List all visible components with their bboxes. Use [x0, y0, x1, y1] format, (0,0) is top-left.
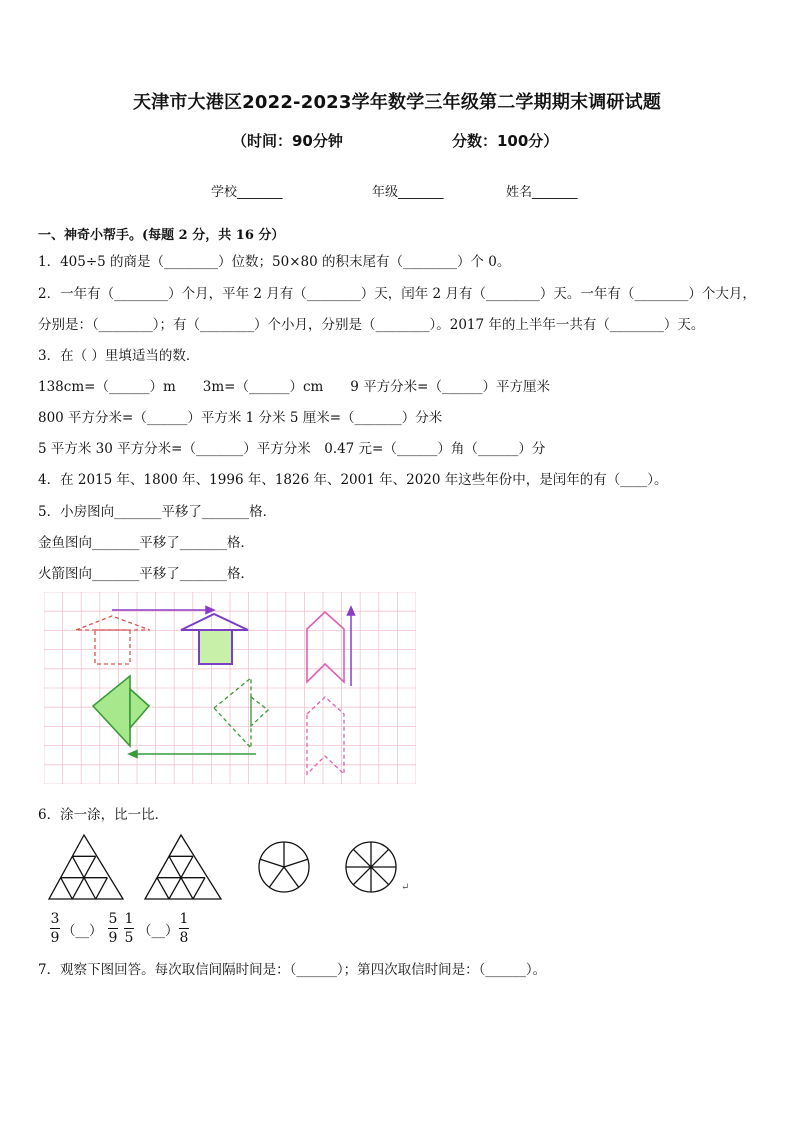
question-5-line-2: 金鱼图向_______平移了_______格．	[38, 535, 254, 551]
section-heading: 一、神奇小帮手。(每题 2 分，共 16 分）	[38, 228, 285, 243]
name-field[interactable]: 姓名_______	[506, 185, 578, 200]
fraction-3-9: 3 9	[50, 911, 60, 946]
fraction-5-9: 5 9	[108, 911, 118, 946]
question-3-line-2: 800 平方分米=（______）平方米 1 分米 5 厘米=（_______）分米	[38, 410, 443, 426]
question-4: 4．在 2015 年、1800 年、1996 年、1826 年、2001 年、2020 年这些年份中，是闰年的有（____）。	[38, 472, 668, 488]
house-translated	[181, 614, 248, 664]
question-2-line-2: 分别是：（________）；有（________）个小月，分别是（________）。2017 年的上半年一共有（________）天。	[38, 317, 705, 333]
question-3-heading: 3．在（ ）里填适当的数．	[38, 348, 200, 364]
question-3-line-3: 5 平方米 30 平方分米=（_______）平方分米 0.47 元=（______）角（______）分	[38, 441, 546, 457]
fish-translated-dashed	[214, 678, 268, 748]
rocket-arrow	[348, 607, 355, 686]
compare-blank-1[interactable]: （__）	[62, 923, 103, 939]
circle-five-parts	[259, 842, 309, 892]
return-mark: ↵	[401, 882, 410, 893]
question-3-line-1: 138cm=（______）m 3m=（______）cm 9 平方分米=（______）平方厘米	[38, 379, 550, 395]
fraction-1-5: 1 5	[124, 911, 134, 946]
question-6: 6．涂一涂，比一比．	[38, 807, 169, 823]
house-original-dashed	[76, 616, 150, 664]
question-1: 1．405÷5 的商是（________）位数；50×80 的积末尾有（________）个 0。	[38, 254, 511, 270]
page-title: 天津市大港区2022-2023学年数学三年级第二学期期末调研试题	[132, 92, 662, 113]
question-2-line-1: 2．一年有（________）个月，平年 2 月有（________）天，闰年 2 月有（________）天。一年有（________）个大月，	[38, 286, 756, 302]
exam-time: （时间：90分钟	[232, 132, 343, 150]
question-7: 7．观察下图回答。每次取信间隔时间是：（______）；第四次取信时间是：（______）。	[38, 962, 547, 978]
triangle-nine-parts-1	[49, 835, 123, 899]
grade-field[interactable]: 年级_______	[372, 185, 444, 200]
circle-eight-parts	[346, 842, 396, 892]
compare-blank-2[interactable]: （__）	[138, 923, 179, 939]
exam-score: 分数：100分）	[452, 132, 559, 150]
fish-original	[93, 676, 149, 746]
house-arrow	[112, 607, 214, 614]
translation-grid-figure	[44, 592, 416, 784]
rocket-original	[307, 612, 344, 682]
fraction-1-8: 1 8	[179, 911, 189, 946]
rocket-translated-dashed	[307, 697, 344, 774]
school-field[interactable]: 学校_______	[211, 185, 283, 200]
triangle-nine-parts-2	[145, 835, 221, 899]
fraction-figures	[44, 830, 404, 902]
question-5-line-3: 火箭图向_______平移了_______格．	[38, 566, 254, 582]
question-5-line-1: 5．小房图向_______平移了_______格．	[38, 504, 277, 520]
